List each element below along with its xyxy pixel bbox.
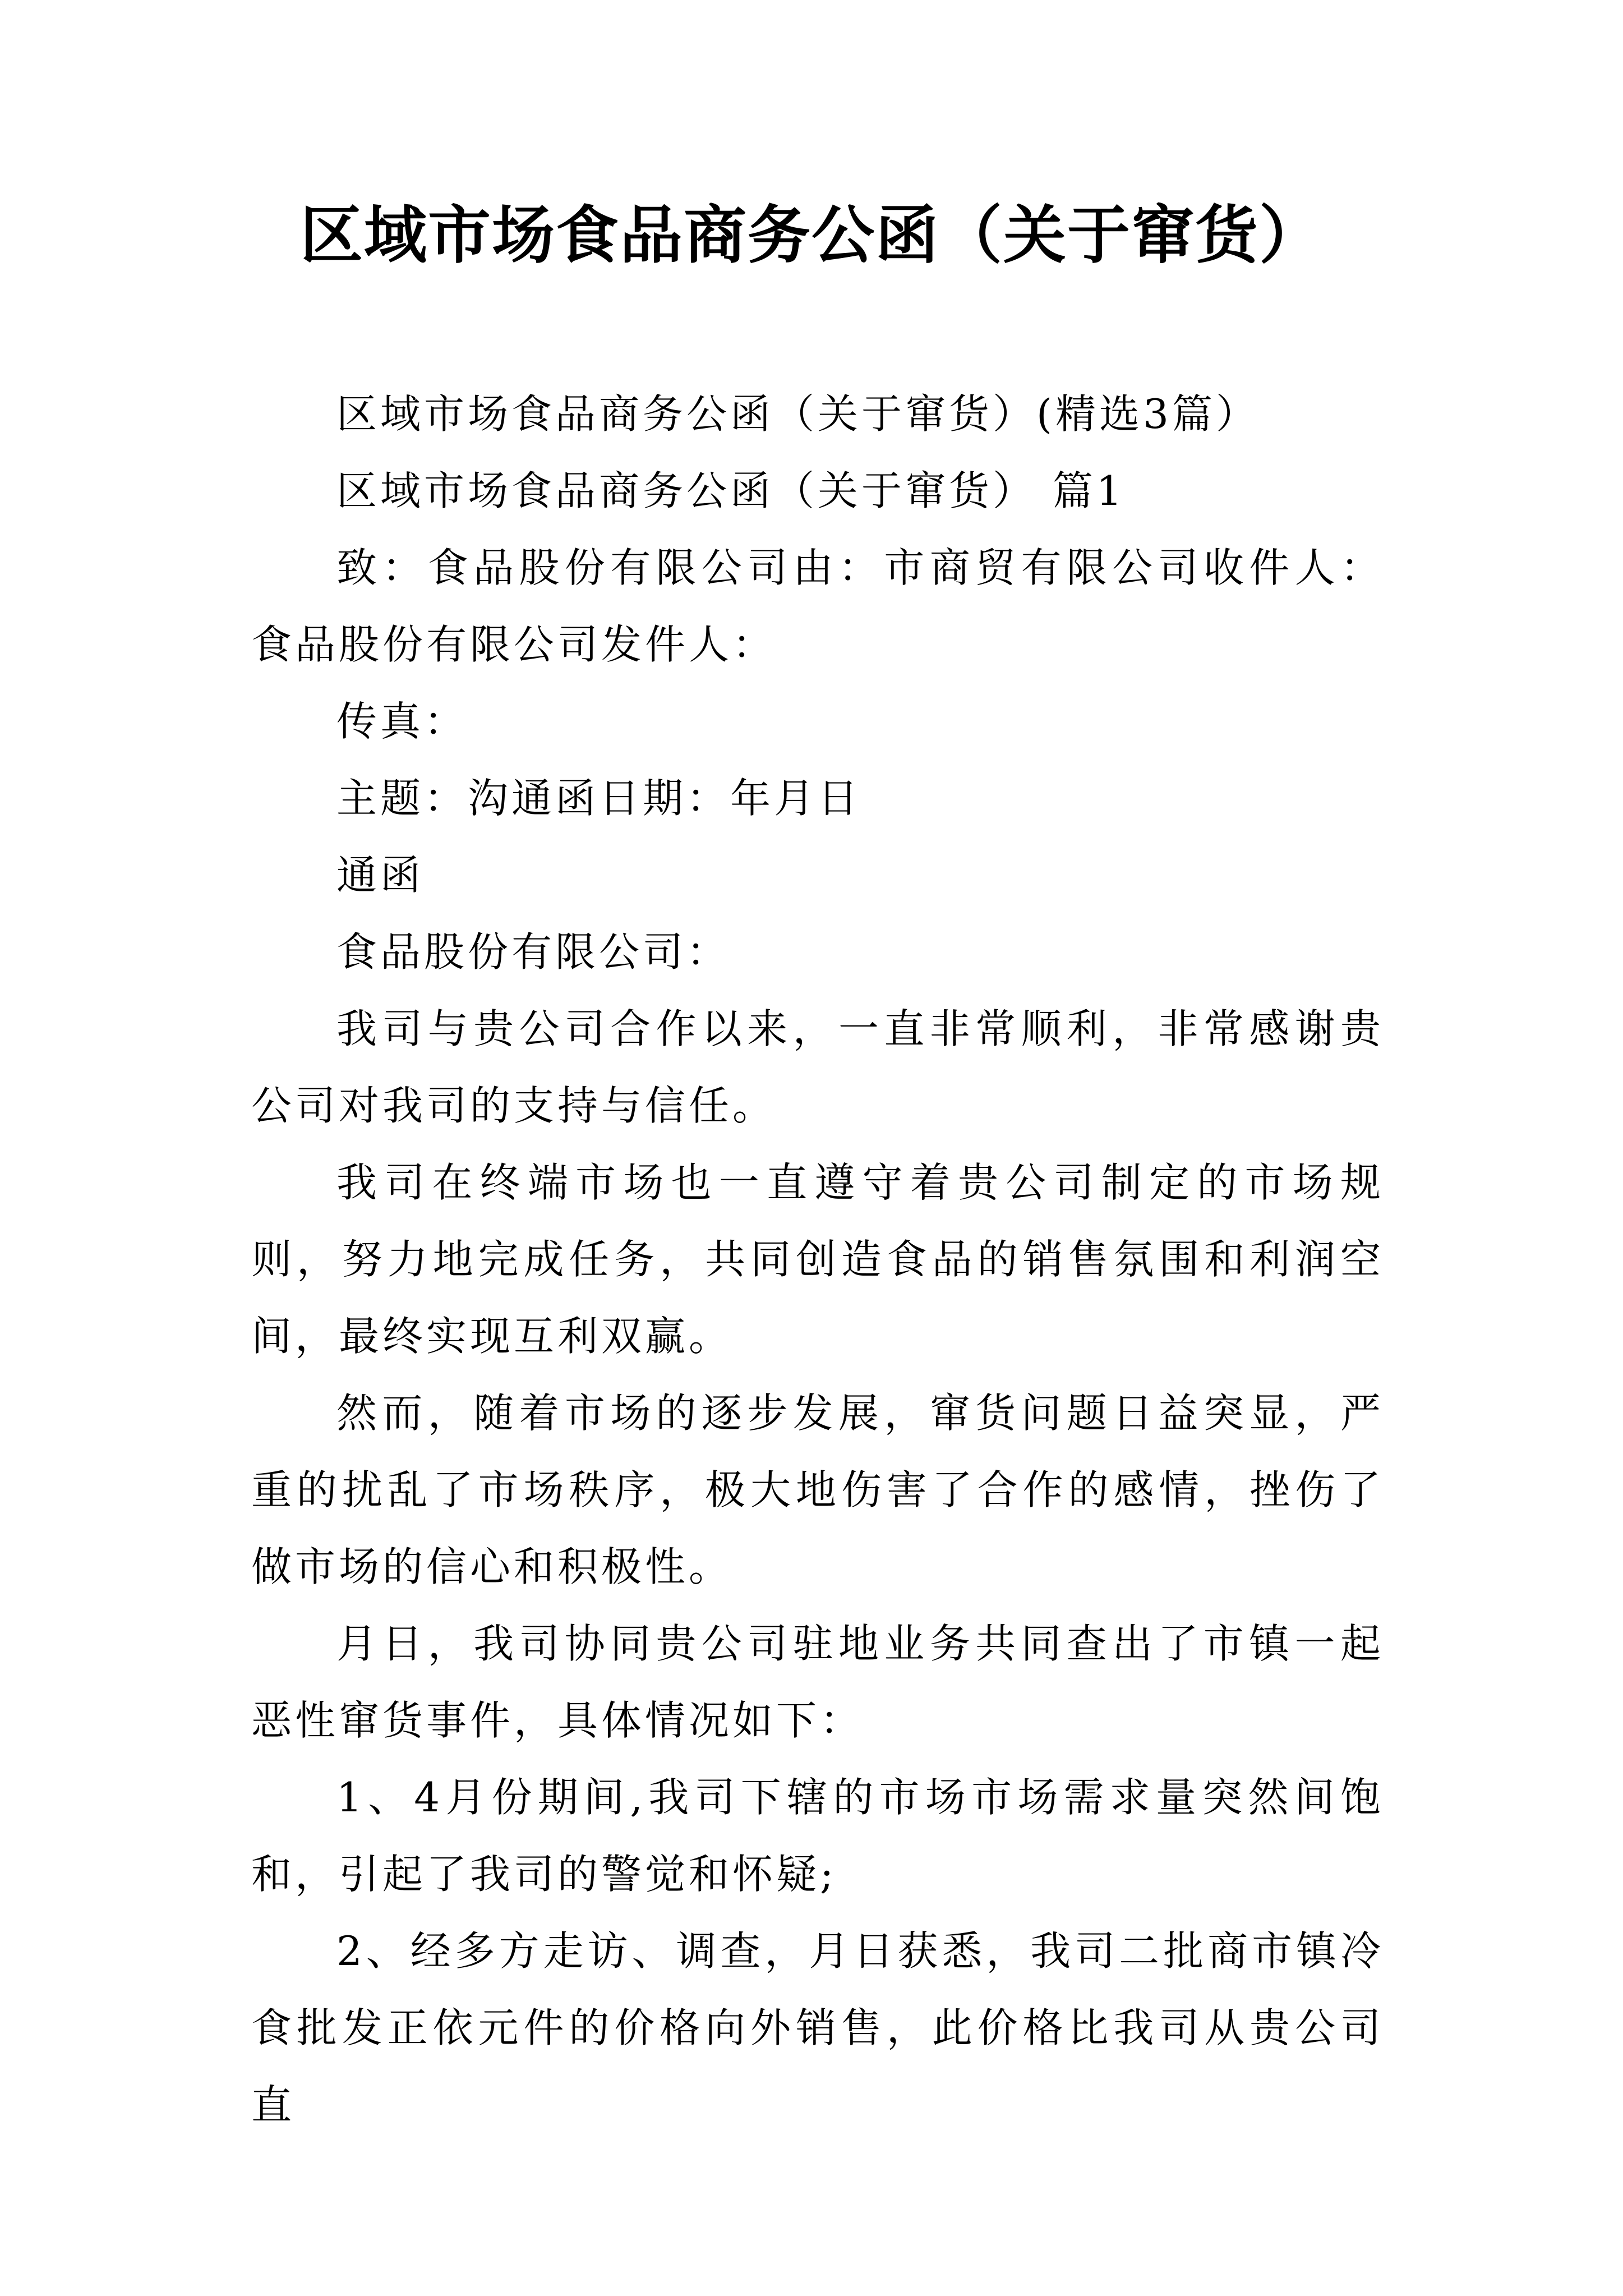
section-heading: 区域市场食品商务公函（关于窜货） 篇1	[336, 467, 1126, 514]
document-title: 区域市场食品商务公函（关于窜货）	[300, 199, 1323, 272]
body-paragraph: 我司与贵公司合作以来，一直非常顺利，非常感谢贵公司对我司的支持与信任。	[251, 1005, 1384, 1129]
subject-line: 主题：沟通函日期：年月日	[336, 775, 862, 822]
document-body	[251, 376, 1384, 2143]
fax-line: 传真：	[336, 698, 468, 745]
notice-label: 通函	[336, 852, 425, 899]
list-item: 1、4月份期间,我司下辖的市场市场需求量突然间饱和，引起了我司的警觉和怀疑;	[251, 1774, 1384, 1898]
body-paragraph: 月日，我司协同贵公司驻地业务共同查出了市镇一起恶性窜货事件，具体情况如下：	[251, 1620, 1384, 1744]
address-line: 致：食品股份有限公司由：市商贸有限公司收件人：食品股份有限公司发件人：	[251, 544, 1384, 668]
salutation: 食品股份有限公司：	[336, 928, 731, 976]
list-item: 2、经多方走访、调查，月日获悉，我司二批商市镇冷食批发正依元件的价格向外销售，此价格比我司从贵公司直	[251, 1927, 1384, 2128]
subtitle-line: 区域市场食品商务公函（关于窜货）(精选3篇）	[336, 390, 1260, 438]
body-paragraph: 我司在终端市场也一直遵守着贵公司制定的市场规则，努力地完成任务，共同创造食品的销售氛围和利润空间，最终实现互利双赢。	[251, 1159, 1384, 1360]
body-paragraph: 然而，随着市场的逐步发展，窜货问题日益突显，严重的扰乱了市场秩序，极大地伤害了合作的感情，挫伤了做市场的信心和积极性。	[251, 1389, 1384, 1590]
